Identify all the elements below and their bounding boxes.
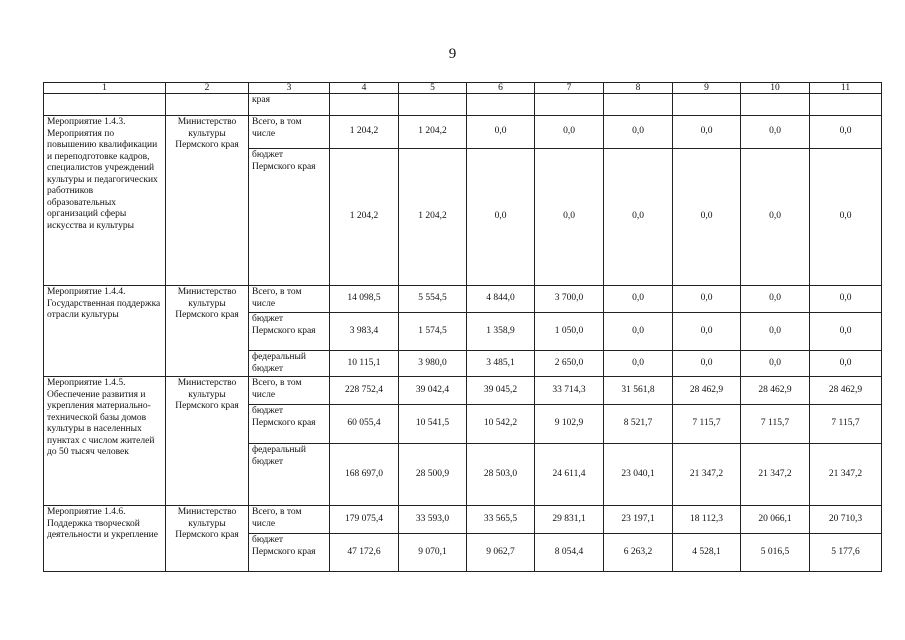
amount-cell: 28 462,9 bbox=[810, 377, 882, 405]
amount-cell: 18 112,3 bbox=[673, 506, 741, 534]
amount-cell: 0,0 bbox=[810, 149, 882, 286]
header-cell: 1 bbox=[44, 83, 166, 94]
header-cell: 2 bbox=[166, 83, 249, 94]
funding-source: федеральный бюджет bbox=[249, 351, 330, 377]
amount-cell: 0,0 bbox=[673, 116, 741, 149]
amount-cell: 5 016,5 bbox=[741, 534, 810, 572]
amount-cell: 5 177,6 bbox=[810, 534, 882, 572]
amount-cell: 7 115,7 bbox=[741, 405, 810, 444]
amount-cell: 3 983,4 bbox=[330, 313, 399, 351]
executor-name: Министерство культуры Пермского края bbox=[166, 377, 249, 506]
amount-cell: 5 554,5 bbox=[399, 286, 467, 313]
amount-cell: 3 700,0 bbox=[535, 286, 604, 313]
activity-name: Мероприятие 1.4.6. Поддержка творческой деятельности и укрепление bbox=[44, 506, 166, 572]
funding-source: бюджет Пермского края bbox=[249, 149, 330, 286]
amount-cell: 39 042,4 bbox=[399, 377, 467, 405]
amount-cell: 0,0 bbox=[604, 313, 673, 351]
header-cell: 6 bbox=[467, 83, 535, 94]
amount-cell: 10 115,1 bbox=[330, 351, 399, 377]
amount-cell: 60 055,4 bbox=[330, 405, 399, 444]
amount-cell: 47 172,6 bbox=[330, 534, 399, 572]
amount-cell: 0,0 bbox=[741, 351, 810, 377]
amount-cell: 0,0 bbox=[810, 351, 882, 377]
amount-cell: 33 593,0 bbox=[399, 506, 467, 534]
amount-cell: 33 714,3 bbox=[535, 377, 604, 405]
activity-cell bbox=[44, 94, 166, 116]
amount-cell: 0,0 bbox=[604, 351, 673, 377]
header-row bbox=[44, 83, 882, 94]
amount-cell: 0,0 bbox=[741, 116, 810, 149]
amount-cell: 10 541,5 bbox=[399, 405, 467, 444]
header-cell: 3 bbox=[249, 83, 330, 94]
header-cell: 10 bbox=[741, 83, 810, 94]
amount-cell: 0,0 bbox=[467, 149, 535, 286]
amount-cell: 21 347,2 bbox=[810, 444, 882, 506]
amount-cell: 168 697,0 bbox=[330, 444, 399, 506]
amount-cell: 4 844,0 bbox=[467, 286, 535, 313]
amount-cell: 21 347,2 bbox=[741, 444, 810, 506]
amount-cell: 9 070,1 bbox=[399, 534, 467, 572]
amount-cell: 228 752,4 bbox=[330, 377, 399, 405]
executor-name: Министерство культуры Пермского края bbox=[166, 506, 249, 572]
amount-cell: 21 347,2 bbox=[673, 444, 741, 506]
amount-cell: 23 040,1 bbox=[604, 444, 673, 506]
amount-cell: 1 050,0 bbox=[535, 313, 604, 351]
amount-cell: 23 197,1 bbox=[604, 506, 673, 534]
amount-cell: 8 054,4 bbox=[535, 534, 604, 572]
amount-cell: 8 521,7 bbox=[604, 405, 673, 444]
amount-cell: 0,0 bbox=[810, 286, 882, 313]
funding-source: Всего, в том числе bbox=[249, 116, 330, 149]
amount-cell: 0,0 bbox=[673, 286, 741, 313]
amount-cell: 9 062,7 bbox=[467, 534, 535, 572]
source-cell: края bbox=[249, 94, 330, 116]
amount-cell: 6 263,2 bbox=[604, 534, 673, 572]
continuation-row bbox=[44, 94, 882, 116]
amount-cell: 7 115,7 bbox=[810, 405, 882, 444]
amount-cell: 4 528,1 bbox=[673, 534, 741, 572]
budget-table bbox=[43, 82, 882, 572]
amount-cell: 31 561,8 bbox=[604, 377, 673, 405]
amount-cell: 1 204,2 bbox=[330, 149, 399, 286]
amount-cell: 0,0 bbox=[535, 116, 604, 149]
amount-cell: 28 462,9 bbox=[741, 377, 810, 405]
amount-cell: 7 115,7 bbox=[673, 405, 741, 444]
amount-cell: 2 650,0 bbox=[535, 351, 604, 377]
amount-cell: 20 710,3 bbox=[810, 506, 882, 534]
amount-cell: 1 204,2 bbox=[330, 116, 399, 149]
amount-cell: 0,0 bbox=[535, 149, 604, 286]
funding-source: Всего, в том числе bbox=[249, 506, 330, 534]
header-cell: 4 bbox=[330, 83, 399, 94]
amount-cell: 1 204,2 bbox=[399, 149, 467, 286]
amount-cell: 9 102,9 bbox=[535, 405, 604, 444]
amount-cell: 0,0 bbox=[673, 149, 741, 286]
amount-cell: 0,0 bbox=[673, 313, 741, 351]
amount-cell: 3 485,1 bbox=[467, 351, 535, 377]
funding-source: Всего, в том числе bbox=[249, 286, 330, 313]
amount-cell: 1 358,9 bbox=[467, 313, 535, 351]
table-row bbox=[44, 116, 882, 149]
amount-cell: 0,0 bbox=[673, 351, 741, 377]
funding-source: бюджет Пермского края bbox=[249, 405, 330, 444]
amount-cell: 39 045,2 bbox=[467, 377, 535, 405]
header-cell: 8 bbox=[604, 83, 673, 94]
amount-cell: 28 500,9 bbox=[399, 444, 467, 506]
amount-cell: 1 574,5 bbox=[399, 313, 467, 351]
amount-cell: 29 831,1 bbox=[535, 506, 604, 534]
activity-name: Мероприятие 1.4.5. Обеспечение развития и укрепления материально-технической базы домов культуры в населенных пунктах с числом жителей до 50 тысяч человек bbox=[44, 377, 166, 506]
funding-source: бюджет Пермского края bbox=[249, 313, 330, 351]
funding-source: Всего, в том числе bbox=[249, 377, 330, 405]
amount-cell: 33 565,5 bbox=[467, 506, 535, 534]
amount-cell: 0,0 bbox=[604, 116, 673, 149]
page-number: 9 bbox=[448, 46, 457, 62]
amount-cell: 14 098,5 bbox=[330, 286, 399, 313]
amount-cell: 24 611,4 bbox=[535, 444, 604, 506]
amount-cell: 0,0 bbox=[467, 116, 535, 149]
funding-source: бюджет Пермского края bbox=[249, 534, 330, 572]
amount-cell: 3 980,0 bbox=[399, 351, 467, 377]
amount-cell: 28 462,9 bbox=[673, 377, 741, 405]
amount-cell: 0,0 bbox=[741, 286, 810, 313]
executor-cell bbox=[166, 94, 249, 116]
amount-cell: 10 542,2 bbox=[467, 405, 535, 444]
activity-name: Мероприятие 1.4.3. Мероприятия по повышению квалификации и переподготовке кадров, специалистов учреждений культуры и педагогических работников образовательных организаций сферы искусства и культуры bbox=[44, 116, 166, 286]
amount-cell: 1 204,2 bbox=[399, 116, 467, 149]
amount-cell: 0,0 bbox=[604, 149, 673, 286]
header-cell: 5 bbox=[399, 83, 467, 94]
amount-cell: 0,0 bbox=[810, 116, 882, 149]
activity-name: Мероприятие 1.4.4. Государственная поддержка отрасли культуры bbox=[44, 286, 166, 377]
table-row bbox=[44, 377, 882, 405]
amount-cell: 179 075,4 bbox=[330, 506, 399, 534]
funding-source: федеральный бюджет bbox=[249, 444, 330, 506]
header-cell: 11 bbox=[810, 83, 882, 94]
table-body bbox=[44, 83, 882, 572]
amount-cell: 0,0 bbox=[604, 286, 673, 313]
header-cell: 9 bbox=[673, 83, 741, 94]
amount-cell: 0,0 bbox=[741, 149, 810, 286]
amount-cell: 20 066,1 bbox=[741, 506, 810, 534]
table-row bbox=[44, 506, 882, 534]
executor-name: Министерство культуры Пермского края bbox=[166, 116, 249, 286]
table-row bbox=[44, 286, 882, 313]
header-cell: 7 bbox=[535, 83, 604, 94]
amount-cell: 0,0 bbox=[810, 313, 882, 351]
executor-name: Министерство культуры Пермского края bbox=[166, 286, 249, 377]
amount-cell: 28 503,0 bbox=[467, 444, 535, 506]
amount-cell: 0,0 bbox=[741, 313, 810, 351]
